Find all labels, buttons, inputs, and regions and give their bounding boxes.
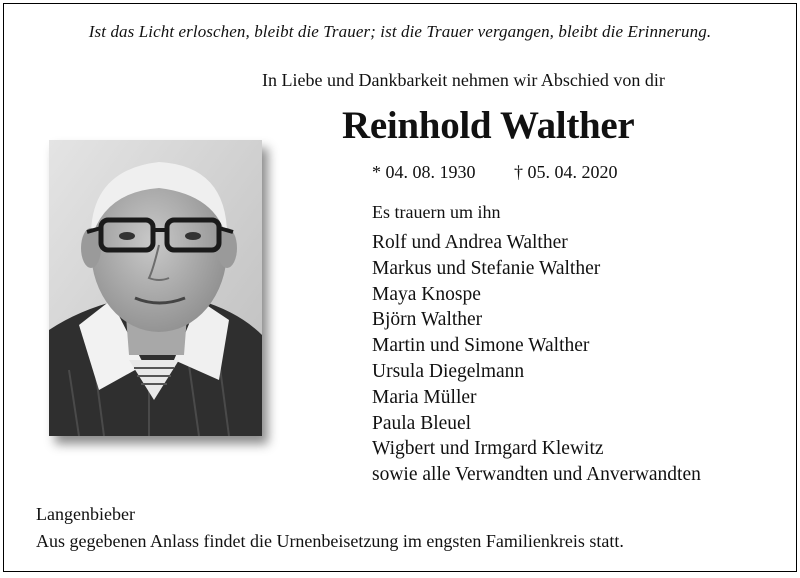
mourner-item: Ursula Diegelmann: [372, 360, 525, 382]
birth-date: * 04. 08. 1930: [372, 162, 476, 182]
mourner-item: Rolf und Andrea Walther: [372, 232, 568, 253]
mourners-label: Es trauern um ihn: [372, 202, 501, 222]
mourner-item: Maya Knospe: [372, 283, 481, 305]
death-date: † 05. 04. 2020: [514, 162, 618, 182]
mourner-item: Maria Müller: [372, 386, 477, 408]
burial-note: Aus gegebenen Anlass findet die Urnenbeisetzung im engsten Familienkreis statt.: [36, 531, 624, 551]
obituary-notice: [3, 3, 797, 572]
motto-quote: Ist das Licht erloschen, bleibt die Trauer; ist die Trauer vergangen, bleibt die Erinnerung.: [88, 22, 712, 41]
mourner-item: Björn Walther: [372, 309, 483, 331]
intro-line: In Liebe und Dankbarkeit nehmen wir Abschied von dir: [262, 70, 665, 90]
mourner-item: Martin und Simone Walther: [372, 335, 590, 357]
place-name: Langenbieber: [36, 504, 135, 524]
mourner-item: Wigbert und Irmgard Klewitz: [372, 438, 604, 460]
life-dates: [372, 162, 618, 183]
mourner-item: Markus und Stefanie Walther: [372, 257, 601, 279]
deceased-name: Reinhold Walther: [342, 104, 635, 147]
mourner-item: sowie alle Verwandten und Anverwandten: [372, 464, 701, 486]
mourners-list: [372, 230, 701, 488]
portrait-photo: [49, 140, 262, 436]
mourner-item: Paula Bleuel: [372, 412, 472, 434]
